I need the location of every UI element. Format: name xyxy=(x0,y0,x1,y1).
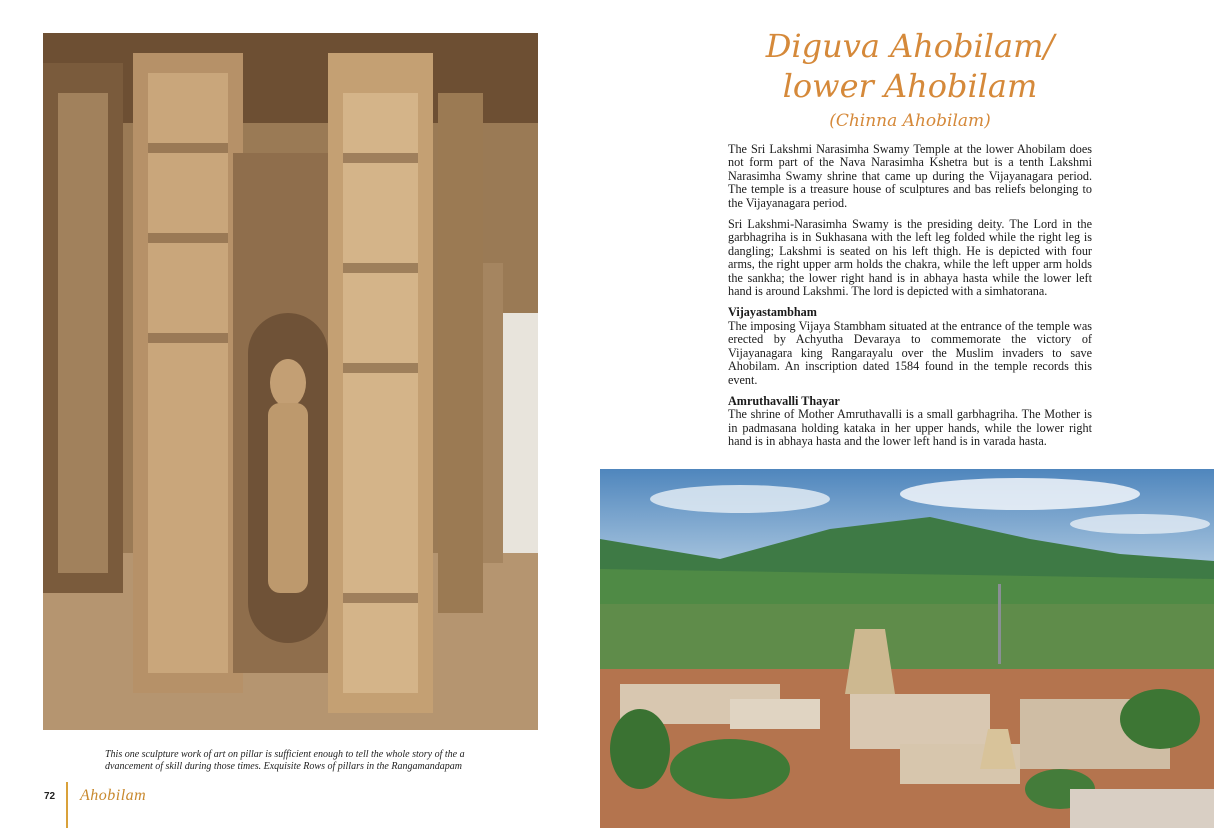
photo-caption: This one sculpture work of art on pillar is sufficient enough to tell the whole story of the a dvancement of skill during those times. Exquisite Rows of pillars in the Rangamandapam xyxy=(105,749,465,772)
pillar-sculpture-icon xyxy=(43,33,538,730)
article-body xyxy=(728,143,1092,457)
aerial-temple-icon xyxy=(600,469,1214,828)
title-line-2: lower Ahobilam xyxy=(782,67,1038,105)
footer-divider xyxy=(66,782,68,828)
paragraph-intro: The Sri Lakshmi Narasimha Swamy Temple at the lower Ahobilam does not form part of the Nava Narasimha Kshetra but is a tenth Lakshmi Narasimha Swamy shrine that came up during the Vijayanagara period. The temple is a treasure house of sculptures and bas reliefs belonging to the Vijayanagara period. xyxy=(728,142,1092,210)
aerial-temple-photo xyxy=(600,469,1214,828)
paragraph-amruthavalli: The shrine of Mother Amruthavalli is a small garbhagriha. The Mother is in padmasana holding kataka in her upper hands, while the lower right hand is in abhaya hasta and the lower left hand is in varada hasta. xyxy=(728,407,1092,449)
paragraph-vijayastambham: The imposing Vijaya Stambham situated at the entrance of the temple was erected by Achyutha Devaraya to commemorate the victory of Vijayanagara king Rangarayalu over the Muslim invaders to save Ahobilam. An inscription dated 1584 found in the temple records this event. xyxy=(728,318,1092,387)
page-title xyxy=(760,26,1060,134)
page-number: 72 xyxy=(44,791,56,802)
title-line-1: Diguva Ahobilam/ xyxy=(765,27,1055,65)
paragraph-deity: Sri Lakshmi-Narasimha Swamy is the presiding deity. The Lord in the garbhagriha is in Sukhasana with the left leg folded while the right leg is dangling; Lakshmi is seated on his left thigh. He is depicted with four arms, the right upper arm holds the chakra, while the left upper arm holds the sankha; the lower right hand is in abhaya hasta while the lower left hand is around Lakshmi. The lord is depicted with a simhatorana. xyxy=(728,217,1092,299)
section-heading-vijayastambham: Vijayastambham xyxy=(728,305,817,320)
pillar-sculpture-photo xyxy=(43,33,538,730)
running-title: Ahobilam xyxy=(80,787,147,804)
section-heading-amruthavalli: Amruthavalli Thayar xyxy=(728,393,840,408)
title-subtitle: (Chinna Ahobilam) xyxy=(829,111,991,131)
